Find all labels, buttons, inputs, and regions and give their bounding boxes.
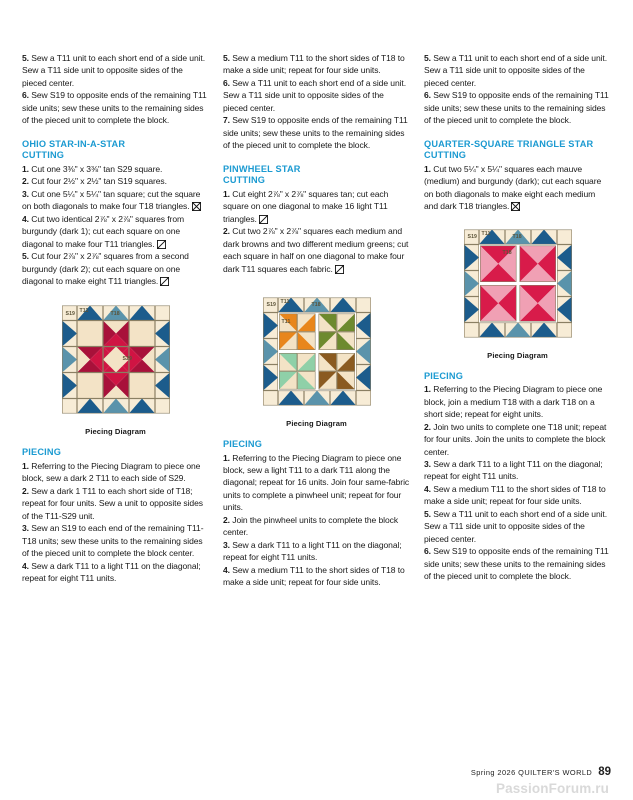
three-column-layout xyxy=(22,52,611,742)
step-text: Sew a dark T11 to a light T11 on the diagonal; repeat for eight T11 units. xyxy=(424,459,603,482)
piecing-step xyxy=(424,383,611,420)
step-number: 5. xyxy=(424,508,431,519)
step-number: 3. xyxy=(22,523,29,534)
piecing-step xyxy=(223,564,410,589)
step-number: 2. xyxy=(223,226,230,237)
one-diagonal-icon xyxy=(157,240,166,249)
section-title-pinwheel-star: PINWHEEL STAR xyxy=(223,163,301,174)
diagram-label: S19 xyxy=(467,234,478,241)
step-number: 2. xyxy=(22,485,29,496)
step-number: 1. xyxy=(424,163,431,174)
step-number: 7. xyxy=(223,115,230,126)
step-number: 5. xyxy=(22,53,29,63)
one-diagonal-icon xyxy=(335,265,344,274)
step-number: 2. xyxy=(424,421,431,432)
step-text: Referring to the Piecing Diagram to piece one block, sew a light T11 to a dark T11 along the diagonal; repeat for 16 units. Join four same-fabric units to complete a pinwheel unit; repeat for four units. xyxy=(223,452,410,513)
page-footer xyxy=(0,766,611,778)
piecing-step xyxy=(424,545,611,582)
piecing-step xyxy=(223,452,410,514)
cutting-step xyxy=(22,213,209,250)
diagram-label: T11 xyxy=(280,299,290,306)
step-number: 1. xyxy=(22,163,29,174)
step-text: Sew S19 to opposite ends of the remaining T11 side units; sew these units to the remaining sides of the pieced unit to complete the block. xyxy=(424,90,609,126)
step-item xyxy=(223,52,410,77)
watermark: PassionForum.ru xyxy=(495,781,609,796)
step-text: Sew S19 to opposite ends of the remaining T11 side units; sew these units to the remaining sides of the pieced unit to complete the block. xyxy=(22,90,207,126)
diagram-label: T18 xyxy=(502,250,512,257)
diagram-caption: Piecing Diagram xyxy=(85,427,146,437)
step-text: Cut four 2½" x 2½" tan S19 squares. xyxy=(28,176,167,187)
cutting-heading: CUTTING xyxy=(223,175,266,186)
diagram-label: T18 xyxy=(110,310,120,317)
step-number: 3. xyxy=(22,188,29,199)
step-number: 5. xyxy=(22,251,29,262)
diagram-caption: Piecing Diagram xyxy=(487,350,548,360)
column-left xyxy=(22,52,209,742)
piecing-step xyxy=(22,522,209,559)
step-text: Cut one 3⅜" x 3⅜" tan S29 square. xyxy=(28,163,163,174)
step-text: Sew a T11 unit to each short end of a side unit. Sew a T11 side unit to opposite sides of the pieced center. xyxy=(424,508,608,544)
step-number: 4. xyxy=(22,213,29,224)
diagram-label: S19 xyxy=(266,302,277,309)
step-text: Referring to the Piecing Diagram to piece one block, sew a dark 2 T11 to each side of S29. xyxy=(22,461,201,484)
step-text: Sew a medium T11 to the short sides of T18 to make a side unit; repeat for four side units. xyxy=(223,53,405,76)
diagram-label: T18 xyxy=(311,302,321,309)
footer-issue: Spring 2026 QUILTER'S WORLD xyxy=(470,768,593,777)
step-text: Join two units to complete one T18 unit; repeat for four units. Join the units to complete the block center. xyxy=(424,421,607,457)
piecing-step xyxy=(424,421,611,458)
step-text: Cut four 2⅞" x 2⅞" squares from a second burgundy (dark 2); cut each square on one diagonal to make eight T11 triangles. xyxy=(22,251,189,286)
piecing-heading: PIECING xyxy=(22,447,62,458)
column-right xyxy=(424,52,611,742)
step-item xyxy=(223,114,410,151)
step-text: Cut two identical 2⅞" x 2⅞" squares from burgundy (dark 1); cut each square on one diagonal to make four T11 triangles. xyxy=(22,213,185,249)
step-text: Cut two 2⅞" x 2⅞" squares each medium and dark browns and two different medium greens; cut each square in half on one diagonal to make four dark T11 squares each fabric. xyxy=(223,226,409,274)
diagram-label: S19 xyxy=(65,310,76,317)
step-text: Sew a T11 unit to each short end of a side unit. Sew a T11 side unit to opposite sides of the pieced center. xyxy=(223,77,407,113)
diagram-label: T18 xyxy=(512,234,522,241)
step-text: Sew a T11 unit to each short end of a side unit. Sew a T11 side unit to opposite sides of the pieced center. xyxy=(22,53,206,88)
piecing-step xyxy=(424,458,611,483)
piecing-diagram-ohio-star xyxy=(22,297,209,436)
one-diagonal-icon xyxy=(160,277,169,286)
step-text: Sew S19 to opposite ends of the remaining T11 side units; sew these units to the remaining sides of the pieced unit to complete the block. xyxy=(223,115,408,151)
step-number: 2. xyxy=(223,514,230,525)
step-text: Cut two 5¼" x 5¼" squares each mauve (medium) and burgundy (dark); cut each square on both diagonals to make eight each medium and dark T18 triangles. xyxy=(424,163,602,212)
piecing-step xyxy=(22,485,209,522)
column-middle xyxy=(223,52,410,742)
diagram-label: T11 xyxy=(79,307,89,314)
step-text: Sew a dark T11 to a light T11 on the diagonal; repeat for eight T11 units. xyxy=(223,539,402,563)
step-number: 5. xyxy=(424,53,431,63)
right-continued-steps xyxy=(424,52,611,127)
cutting-step xyxy=(223,188,410,225)
step-item xyxy=(223,77,410,114)
diagram-caption: Piecing Diagram xyxy=(286,418,347,428)
cutting-step xyxy=(22,250,209,287)
piecing-step xyxy=(22,560,209,585)
piecing-step xyxy=(424,508,611,545)
one-diagonal-icon xyxy=(259,215,268,224)
cutting-step xyxy=(22,188,209,213)
piecing-diagram-quarter-square-star xyxy=(424,221,611,360)
step-text: Cut one 5¼" x 5¼" tan square; cut the square on both diagonals to make four T18 triangles. xyxy=(22,188,201,212)
piecing-step xyxy=(22,460,209,485)
cutting-step xyxy=(22,175,209,187)
diagram-label: T11 xyxy=(481,231,491,238)
section-title-ohio-star: OHIO STAR-IN-A-STAR xyxy=(22,138,126,149)
step-text: Sew S19 to opposite ends of the remaining T11 side units; sew these units to the remaining sides of the pieced unit to complete the block. xyxy=(424,546,609,582)
step-number: 6. xyxy=(424,90,431,101)
piecing-heading: PIECING xyxy=(223,438,263,449)
step-number: 1. xyxy=(223,188,230,199)
step-number: 6. xyxy=(22,90,29,101)
piecing-step xyxy=(223,514,410,539)
cutting-heading: CUTTING xyxy=(424,150,467,161)
step-text: Sew a dark 1 T11 to each short side of T18; repeat for four units. Sew a unit to opposite sides of the T11-S29 unit. xyxy=(22,485,203,521)
step-number: 4. xyxy=(223,564,230,575)
diagram-label: T11 xyxy=(281,319,291,326)
piecing-step xyxy=(424,483,611,508)
step-text: Sew a medium T11 to the short sides of T18 to make a side unit; repeat for four side units. xyxy=(223,564,405,588)
step-number: 5. xyxy=(223,53,230,63)
step-number: 6. xyxy=(424,546,431,557)
step-item xyxy=(22,89,209,126)
step-item xyxy=(424,89,611,126)
step-text: Referring to the Piecing Diagram to piece one block, join a medium T18 with a dark T18 on a short side; repeat for eight units. xyxy=(424,384,603,420)
both-diagonals-icon xyxy=(192,202,201,211)
left-continued-steps xyxy=(22,52,209,127)
step-number: 4. xyxy=(22,560,29,571)
middle-continued-steps xyxy=(223,52,410,152)
step-number: 2. xyxy=(22,176,29,187)
piecing-diagram-pinwheel-star xyxy=(223,289,410,428)
diagram-label: S29 xyxy=(122,355,133,362)
piecing-step xyxy=(223,539,410,564)
step-item xyxy=(22,52,209,89)
page-number: 89 xyxy=(598,766,611,778)
step-text: Join the pinwheel units to complete the block center. xyxy=(223,514,399,538)
step-item xyxy=(424,52,611,89)
step-number: 1. xyxy=(223,452,230,463)
step-number: 3. xyxy=(223,539,230,550)
step-number: 4. xyxy=(424,483,431,494)
cutting-step xyxy=(22,163,209,175)
step-number: 1. xyxy=(22,461,29,472)
step-number: 1. xyxy=(424,384,431,395)
cutting-step xyxy=(223,225,410,275)
step-text: Sew a medium T11 to the short sides of T18 to make a side unit; repeat for four side units. xyxy=(424,483,606,507)
step-text: Sew an S19 to each end of the remaining T11-T18 units; sew these units to the remaining sides of the pieced unit to complete the block center. xyxy=(22,523,204,559)
cutting-step xyxy=(424,163,611,213)
piecing-heading: PIECING xyxy=(424,370,464,381)
step-text: Sew a T11 unit to each short end of a side unit. Sew a T11 side unit to opposite sides of the pieced center. xyxy=(424,53,608,88)
both-diagonals-icon xyxy=(511,202,520,211)
step-number: 3. xyxy=(424,459,431,470)
step-text: Cut eight 2⅞" x 2⅞" squares tan; cut each square on one diagonal to make 16 light T11 triangles. xyxy=(223,188,389,224)
step-text: Sew a dark T11 to a light T11 on the diagonal; repeat for eight T11 units. xyxy=(22,560,201,584)
section-title-quarter-square-triangle-star: QUARTER-SQUARE TRIANGLE STAR xyxy=(424,138,594,149)
cutting-heading: CUTTING xyxy=(22,150,65,161)
step-number: 6. xyxy=(223,77,230,88)
